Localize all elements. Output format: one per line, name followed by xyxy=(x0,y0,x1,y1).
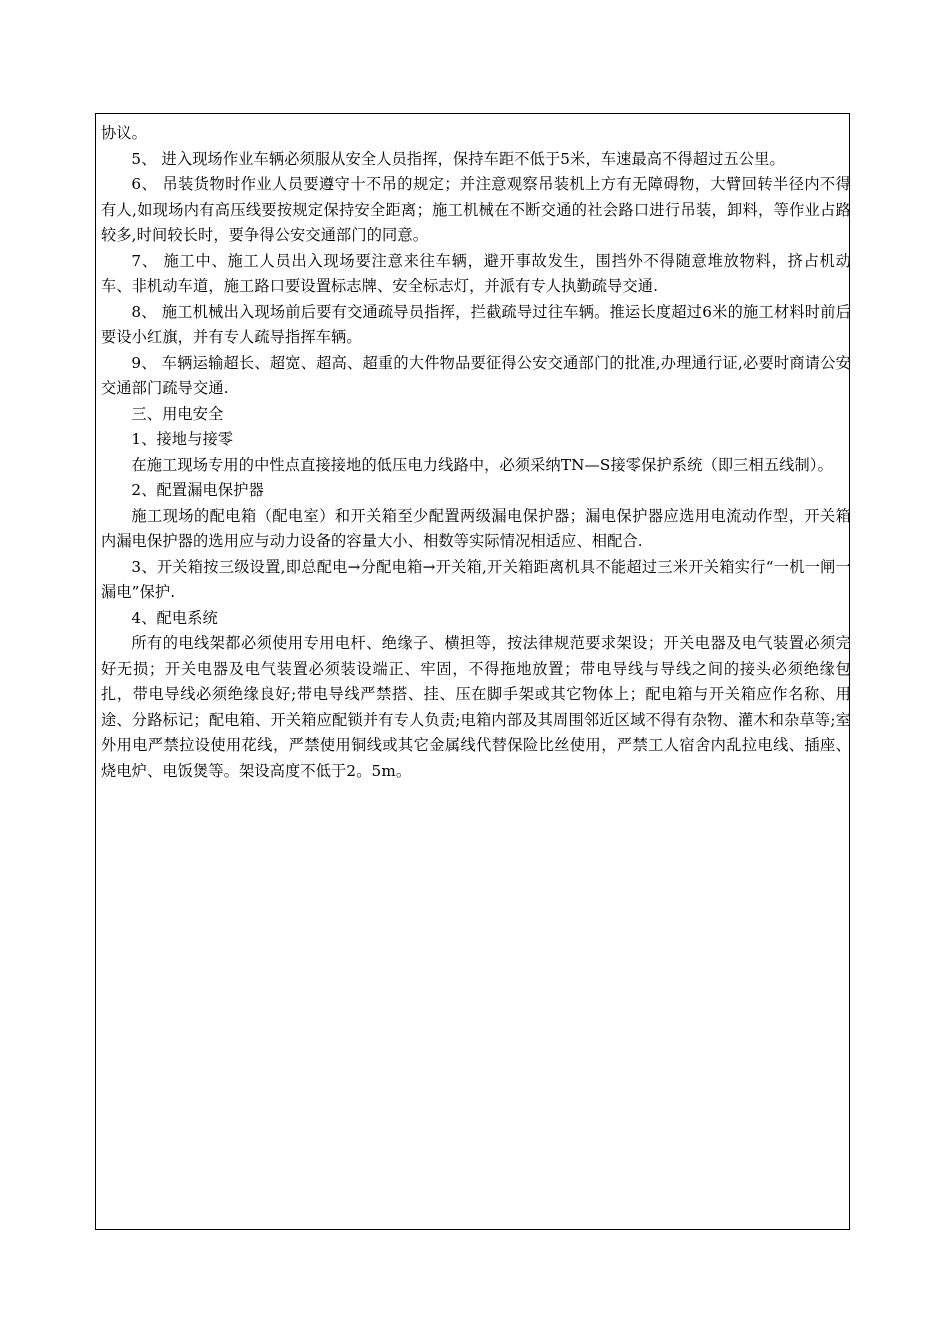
paragraph-grounding: 在施工现场专用的中性点直接接地的低压电力线路中，必须采纳TN—S接零保护系统（即三相五线制）。 xyxy=(131,455,833,474)
paragraph-item-6: 6、 吊装货物时作业人员要遵守十不吊的规定；并注意观察吊装机上方有无障碍物，大臂回转半径内不得有人,如现场内有高压线要按规定保持安全距离；施工机械在不断交通的社会路口进行吊装，卸料，等作业占路较多,时间较长时，要争得公安交通部门的同意。 xyxy=(101,175,851,244)
subheading-grounding: 1、接地与接零 xyxy=(131,430,234,448)
paragraph-switch-box: 3、开关箱按三级设置,即总配电→分配电箱→开关箱,开关箱距离机具不能超过三米开关箱实行“一机一闸一漏电”保护. xyxy=(101,557,851,601)
paragraph-item-5: 5、 进入现场作业车辆必须服从安全人员指挥，保持车距不低于5米，车速最高不得超过五公里。 xyxy=(131,149,785,168)
paragraph-item-7: 7、 施工中、施工人员出入现场要注意来往车辆，避开事故发生，围挡外不得随意堆放物料，挤占机动车、非机动车道，施工路口要设置标志牌、安全标志灯，并派有专人执勤疏导交通. xyxy=(101,251,851,295)
document-body xyxy=(101,121,851,784)
paragraph-item-8: 8、 施工机械出入现场前后要有交通疏导员指挥，拦截疏导过往车辆。推运长度超过6米的施工材料时前后要设小红旗，并有专人疏导指挥车辆。 xyxy=(101,302,851,346)
subheading-leakage-protector: 2、配置漏电保护器 xyxy=(131,481,264,499)
paragraph-item-9: 9、 车辆运输超长、超宽、超高、超重的大件物品要征得公安交通部门的批准,办理通行证,必要时商请公安交通部门疏导交通. xyxy=(101,353,851,397)
subheading-distribution-system: 4、配电系统 xyxy=(131,608,218,627)
paragraph-protocol-end: 协议。 xyxy=(101,124,148,142)
section-heading-electrical-safety: 三、用电安全 xyxy=(131,404,224,423)
paragraph-distribution-system: 所有的电线架都必须使用专用电杆、绝缘子、横担等，按法律规范要求架设；开关电器及电气装置必须完好无损；开关电器及电气装置必须装设端正、牢固，不得拖地放置；带电导线与导线之间的接头必须绝缘包扎，带电导线必须绝缘良好;带电导线严禁搭、挂、压在脚手架或其它物体上；配电箱与开关箱应作名称、用途、分路标记；配电箱、开关箱应配锁并有专人负责;电箱内部及其周围邻近区域不得有杂物、灌木和杂草等;室外用电严禁拉设使用花线，严禁使用铜线或其它金属线代替保险比丝使用，严禁工人宿舍内乱拉电线、插座、烧电炉、电饭煲等。架设高度不低于2。5m。 xyxy=(101,634,851,780)
paragraph-leakage-protector: 施工现场的配电箱（配电室）和开关箱至少配置两级漏电保护器；漏电保护器应选用电流动作型，开关箱内漏电保护器的选用应与动力设备的容量大小、相数等实际情况相适应、相配合. xyxy=(101,506,851,550)
